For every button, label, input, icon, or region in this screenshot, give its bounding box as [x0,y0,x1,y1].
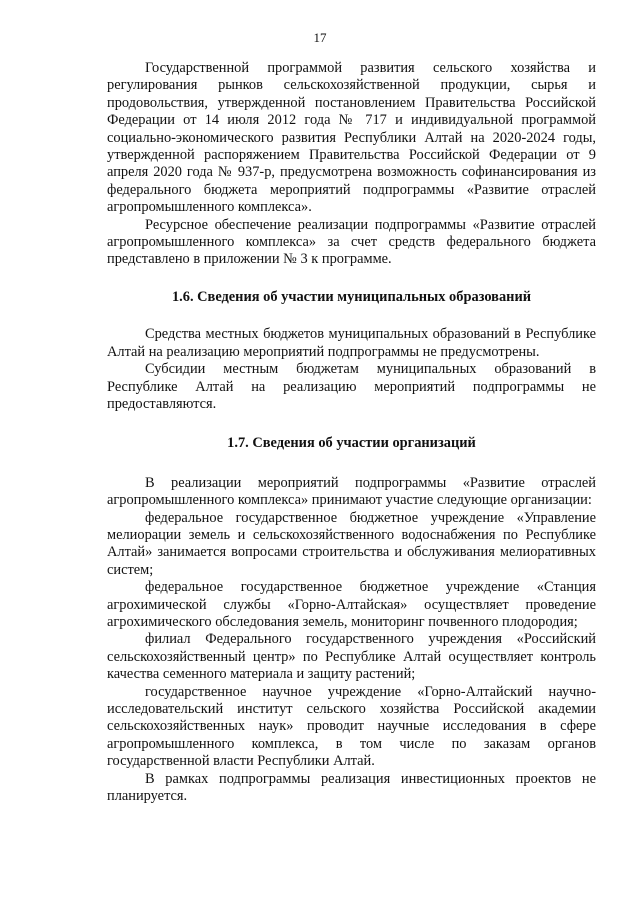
paragraph: Ресурсное обеспечение реализации подпрограммы «Развитие отраслей агропромышленного комплекса» за счет средств федерального бюджета представлено в приложении № 3 к программе. [107,216,596,268]
paragraph: филиал Федерального государственного учреждения «Российский сельскохозяйственный центр» по Республике Алтай осуществляет контроль качества семенного материала и защиту растений; [107,631,596,683]
paragraph: Субсидии местным бюджетам муниципальных образований в Республике Алтай на реализацию мероприятий подпрограммы не предоставляются. [107,361,596,412]
paragraph: В реализации мероприятий подпрограммы «Развитие отраслей агропромышленного комплекса» принимают участие следующие организации: [107,474,596,509]
document-body [107,60,596,805]
section-heading-1-7: 1.7. Сведения об участии организаций [227,435,476,452]
paragraph: Государственной программой развития сельского хозяйства и регулирования рынков сельскохозяйственной продукции, сырья и продовольствия, утвержденной постановлением Правительства Российской Федерации от 14 июля 2012 года № 717 и индивидуальной программой социально-экономического развития Республики Алтай на 2020-2024 годы, утвержденной распоряжением Правительства Российской Федерации от 9 апреля 2020 года № 937-р, предусмотрена возможность софинансирования из федерального бюджета мероприятий подпрограммы «Развитие отраслей агропромышленного комплекса». [107,60,596,216]
paragraph: В рамках подпрограммы реализация инвестиционных проектов не планируется. [107,770,596,805]
page-number: 17 [313,30,327,45]
paragraph: федеральное государственное бюджетное учреждение «Станция агрохимической службы «Горно-Алтайская» осуществляет проведение агрохимического обследования земель, мониторинг почвенного плодородия; [107,579,596,630]
section-heading-1-6: 1.6. Сведения об участии муниципальных образований [171,288,532,305]
paragraph: Средства местных бюджетов муниципальных образований в Республике Алтай на реализацию мероприятий подпрограммы не предусмотрены. [107,326,596,360]
paragraph: федеральное государственное бюджетное учреждение «Управление мелиорации земель и сельскохозяйственного водоснабжения по Республике Алтай» занимается вопросами строительства и обслуживания мелиоративных систем; [107,509,596,578]
paragraph: государственное научное учреждение «Горно-Алтайский научно-исследовательский институт сельского хозяйства Российской академии сельскохозяйственных наук» проводит научные исследования в сфере агропромышленного комплекса, в том числе по заказам органов государственной власти Республики Алтай. [107,683,596,770]
